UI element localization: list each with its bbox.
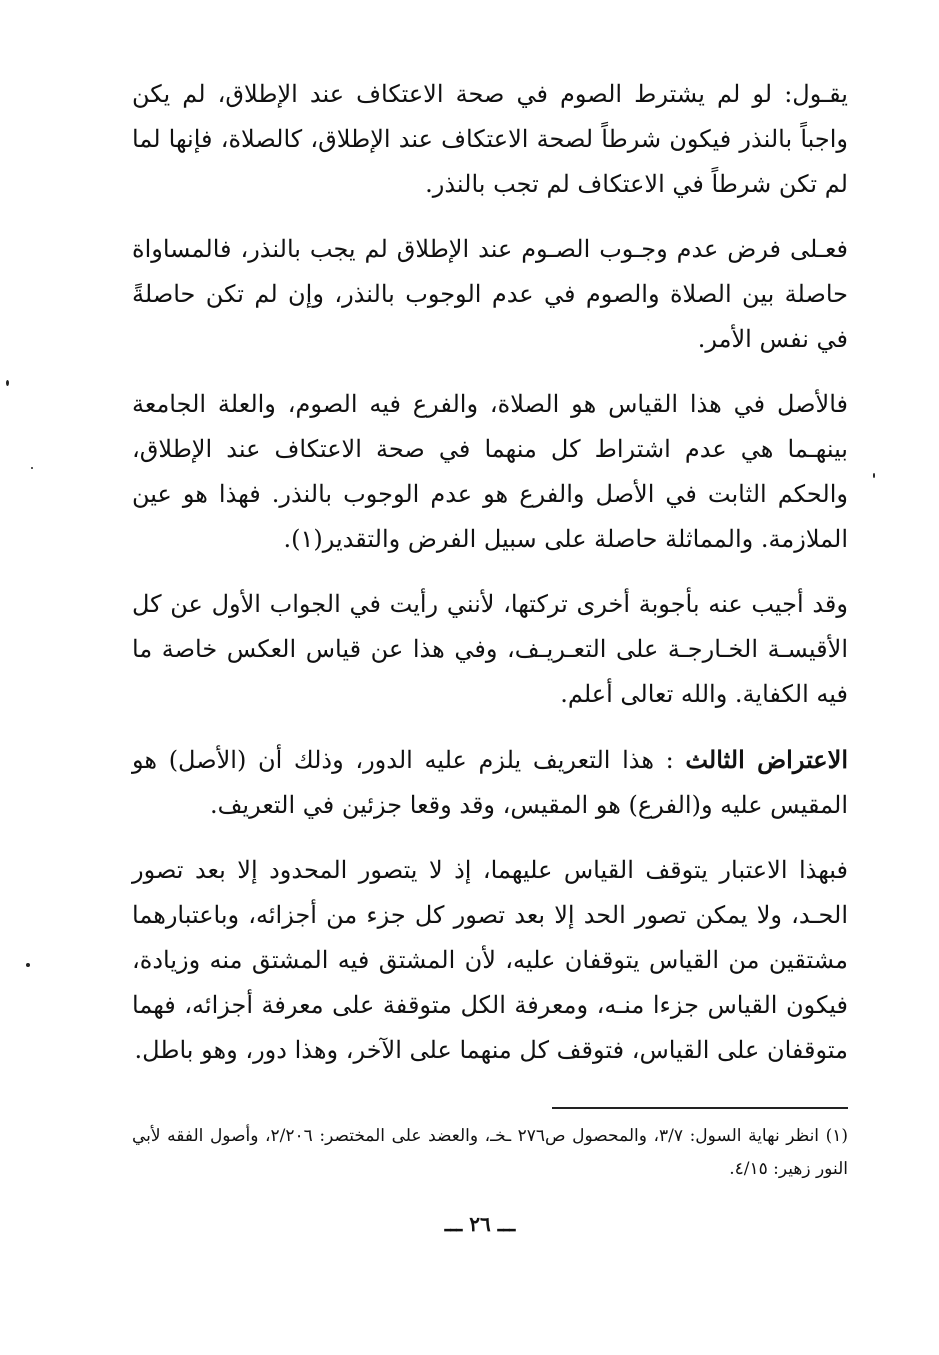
footnote: (١) انظر نهاية السول: ٣/٧، والمحصول ص٢٧٦ ـخـ، والعضد على المختصر: ٢/٢٠٦، وأصول الفقه لأبي النور زهير: ٤/١٥. [132,1126,848,1179]
page-number: ـــ ٢٦ ـــ [444,1212,516,1236]
objection-text: : هذا التعريف يلزم عليه الدور، وذلك أن (الأصل) هو المقيس عليه و(الفرع) هو المقيس، وقد وقعا جزئين في التعريف. [132,746,848,819]
scan-speck [26,963,30,967]
objection-heading: الاعتراض الثالث [685,745,848,774]
scan-speck [6,380,9,386]
paragraph-2: فعـلى فرض عدم وجـوب الصـوم عند الإطلاق لم يجب بالنذر، فالمساواة حاصلة بين الصلاة والصوم في عدم الوجوب بالنذر، وإن لم تكن حاصلةً في نفس الأمر. [132,235,848,353]
paragraph-4: وقد أجيب عنه بأجوبة أخرى تركتها، لأنني رأيت في الجواب الأول عن كل الأقيسـة الخـارجـة على التعـريـف، وفي هذا عن قياس العكس خاصة ما فيه الكفاية. والله تعالى أعلم. [132,590,848,708]
paragraph-3: فالأصل في هذا القياس هو الصلاة، والفرع فيه الصوم، والعلة الجامعة بينهـما هي عدم اشتراط كل منهما في صحة الاعتكاف عند الإطلاق، والحكم الثابت في الأصل والفرع هو عدم الوجوب بالنذر. فهذا هو عين الملازمة. والمماثلة حاصلة على سبيل الفرض والتقدير(١). [132,390,848,553]
objection-paragraph [132,737,848,828]
scan-speck [31,467,33,469]
paragraph-6: فبهذا الاعتبار يتوقف القياس عليهما، إذ لا يتصور المحدود إلا بعد تصور الحـد، ولا يمكن تصور الحد إلا بعد تصور كل جزء من أجزائه، وباعتبارهما مشتقين من القياس يتوقفان عليه، لأن المشتق فيه المشتق منه وزيادة، فيكون القياس جزءا منـه، ومعرفة الكل متوقفة على معرفة أجزائه، فهما متوقفان على القياس، فتوقف كل منهما على الآخر، وهذا دور، وهو باطل. [132,856,849,1064]
main-text [132,72,848,1093]
scan-speck [873,473,875,478]
footnote-separator [552,1107,848,1109]
paragraph-1: يقـول: لو لم يشترط الصوم في صحة الاعتكاف عند الإطلاق، لم يكن واجباً بالنذر فيكون شرطاً لصحة الاعتكاف عند الإطلاق، كالصلاة، فإنها لما لم تكن شرطاً في الاعتكاف لم تجب بالنذر. [132,80,848,198]
